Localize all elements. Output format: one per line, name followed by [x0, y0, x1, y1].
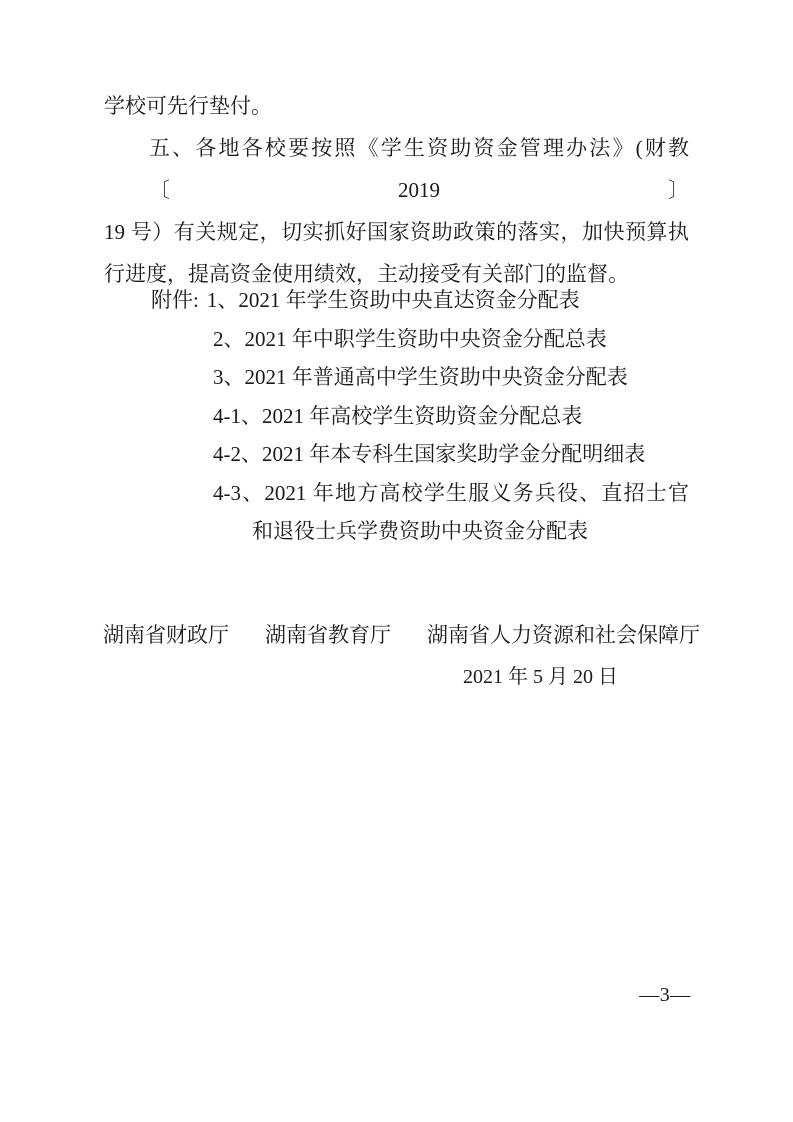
attachment-item: 4-3、2021 年地方高校学生服义务兵役、直招士官 — [213, 480, 689, 505]
attachment-item: 3、2021 年普通高中学生资助中央资金分配表 — [213, 365, 628, 389]
signature-date: 2021 年 5 月 20 日 — [463, 666, 618, 688]
attachments-label: 附件: — [151, 288, 199, 312]
signature-agency: 湖南省人力资源和社会保障厅 — [427, 623, 700, 647]
attachment-item: 4-2、2021 年本专科生国家奖助学金分配明细表 — [213, 442, 646, 466]
attachments-first-row — [151, 281, 689, 320]
attachment-item: 1、2021 年学生资助中央直达资金分配表 — [206, 288, 580, 312]
signature-agencies — [103, 622, 700, 648]
signature-agency: 湖南省教育厅 — [265, 623, 391, 647]
paragraph-line: 五、各地各校要按照《学生资助资金管理办法》(财教〔2019〕 — [149, 136, 689, 202]
attachment-item-continuation: 和退役士兵学费资助中央资金分配表 — [252, 519, 588, 543]
page-number: —3— — [639, 984, 691, 1006]
attachment-item: 4-1、2021 年高校学生资助资金分配总表 — [213, 403, 583, 428]
signature-agency: 湖南省财政厅 — [103, 623, 229, 647]
body-paragraphs — [104, 85, 689, 295]
paragraph-line: 19 号）有关规定，切实抓好国家资助政策的落实，加快预算执 — [104, 220, 689, 244]
paragraph-line: 学校可先行垫付。 — [104, 94, 272, 118]
attachments-list — [151, 281, 689, 551]
paragraph-line: 行进度，提高资金使用绩效，主动接受有关部门的监督。 — [104, 262, 629, 286]
attachment-item: 2、2021 年中职学生资助中央资金分配总表 — [213, 326, 607, 351]
